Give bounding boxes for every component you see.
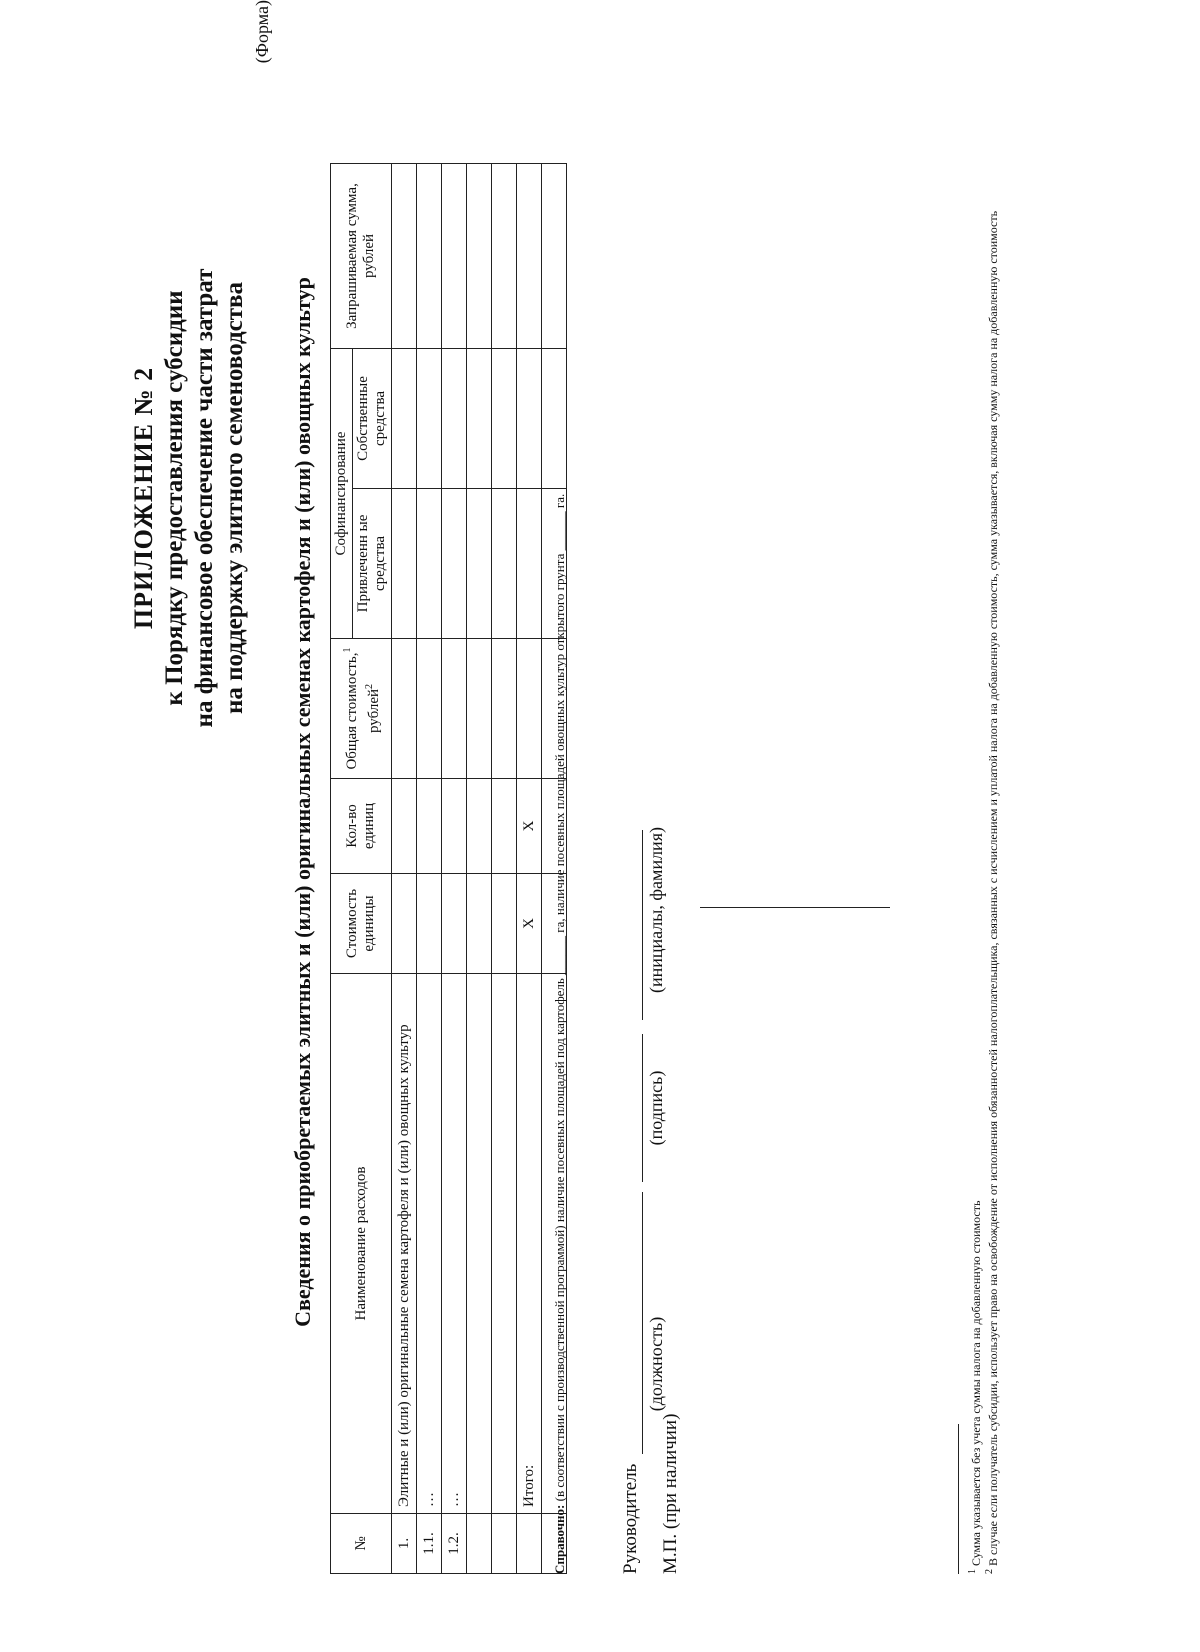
footnote-1-text: Сумма указывается без учета суммы налога на добавленную стоимость bbox=[969, 1200, 983, 1566]
col-header-unit-cost: Стоимость единицы bbox=[331, 874, 392, 974]
total-unit-cost-mark: X bbox=[517, 874, 542, 974]
col-header-cofinancing: Софинансирование bbox=[331, 349, 353, 639]
cell bbox=[517, 489, 542, 639]
cell bbox=[467, 164, 492, 349]
cell bbox=[467, 349, 492, 489]
cell bbox=[467, 974, 492, 1514]
footnote-separator bbox=[958, 1424, 959, 1574]
footnote-2-text: В случае если получатель субсидии, использует право на освобождение от исполнения обязанностей налогоплательщика, связанных с исчислением и уплатой налога на добавленную стоимость, сумма указывается, включая сумму налога на добавленную стоимость bbox=[986, 210, 1000, 1566]
cell bbox=[492, 349, 517, 489]
cell bbox=[492, 779, 517, 874]
cell bbox=[492, 489, 517, 639]
reference-note-prefix: Справочно: bbox=[552, 1504, 567, 1574]
col-header-total-cost bbox=[331, 639, 392, 779]
row-number: 1.1. bbox=[417, 1514, 442, 1574]
position-caption: (должность) bbox=[646, 1316, 666, 1412]
cell bbox=[442, 639, 467, 779]
cell bbox=[417, 489, 442, 639]
col-header-borrowed: Привлеченн ые средства bbox=[353, 489, 392, 639]
table-row bbox=[392, 164, 417, 1574]
table-total-row bbox=[517, 164, 542, 1574]
col-header-name: Наименование расходов bbox=[331, 974, 392, 1514]
cell bbox=[467, 779, 492, 874]
appendix-title: ПРИЛОЖЕНИЕ № 2 bbox=[129, 366, 158, 630]
table-row bbox=[492, 164, 517, 1574]
cell bbox=[442, 779, 467, 874]
cell bbox=[392, 164, 417, 349]
appendix-header bbox=[128, 48, 250, 948]
cell bbox=[467, 639, 492, 779]
total-cost-label: Общая стоимость, bbox=[344, 652, 360, 770]
cell bbox=[392, 779, 417, 874]
row-number: 1. bbox=[392, 1514, 417, 1574]
cell bbox=[492, 639, 517, 779]
table-header-row bbox=[331, 164, 353, 1574]
stamp-label: М.П. (при наличии) bbox=[660, 1413, 681, 1574]
footnote-2 bbox=[983, 64, 1000, 1574]
col-header-number: № bbox=[331, 1514, 392, 1574]
col-header-quantity: Кол-во единиц bbox=[331, 779, 392, 874]
cell bbox=[417, 779, 442, 874]
cell bbox=[517, 164, 542, 349]
cell bbox=[392, 874, 417, 974]
header-line-1: к Порядку предоставления субсидии bbox=[161, 290, 188, 706]
total-cost-unit: рублей bbox=[366, 688, 382, 734]
cell bbox=[392, 639, 417, 779]
cell bbox=[517, 639, 542, 779]
cell bbox=[417, 349, 442, 489]
row-name: … bbox=[417, 974, 442, 1514]
cell bbox=[467, 874, 492, 974]
cell bbox=[467, 489, 492, 639]
name-line bbox=[642, 830, 643, 1020]
position-line bbox=[642, 1192, 643, 1454]
table-title: Сведения о приобретаемых элитных и (или) оригинальных семенах картофеля и (или) овощных культур bbox=[290, 277, 315, 1327]
cell bbox=[417, 639, 442, 779]
row-name: … bbox=[442, 974, 467, 1514]
cell bbox=[417, 874, 442, 974]
cell bbox=[517, 349, 542, 489]
row-number: 1.2. bbox=[442, 1514, 467, 1574]
total-quantity-mark: X bbox=[517, 779, 542, 874]
footnote-mark-1: 1 bbox=[342, 647, 353, 653]
cell bbox=[392, 489, 417, 639]
divider-line bbox=[700, 907, 890, 908]
col-header-own: Собственные средства bbox=[353, 349, 392, 489]
cell bbox=[492, 1514, 517, 1574]
footnote-2-mark: 2 bbox=[984, 1569, 995, 1574]
table-row bbox=[442, 164, 467, 1574]
col-header-requested: Запрашиваемая сумма, рублей bbox=[331, 164, 392, 349]
cell bbox=[517, 1514, 542, 1574]
total-label: Итого: bbox=[517, 974, 542, 1514]
cell bbox=[442, 349, 467, 489]
cell bbox=[467, 1514, 492, 1574]
table-row bbox=[417, 164, 442, 1574]
table-row bbox=[467, 164, 492, 1574]
footnote-1 bbox=[966, 64, 983, 1574]
cell bbox=[542, 164, 567, 349]
footnotes bbox=[966, 64, 1000, 1574]
signature-caption: (подпись) bbox=[646, 1070, 666, 1146]
row-name: Элитные и (или) оригинальные семена картофеля и (или) овощных культур bbox=[392, 974, 417, 1514]
cell bbox=[392, 349, 417, 489]
cell bbox=[492, 874, 517, 974]
name-caption: (инициалы, фамилия) bbox=[646, 827, 666, 993]
signature-line bbox=[642, 1034, 643, 1182]
cell bbox=[442, 874, 467, 974]
form-label: (Форма) bbox=[252, 0, 272, 64]
footnote-1-mark: 1 bbox=[967, 1569, 978, 1574]
expenses-table bbox=[330, 163, 567, 1574]
header-line-2: на финансовое обеспечение части затрат bbox=[191, 268, 218, 728]
cell bbox=[492, 974, 517, 1514]
cell bbox=[442, 489, 467, 639]
cell bbox=[442, 164, 467, 349]
footnote-mark-2: 2 bbox=[364, 683, 375, 689]
cell bbox=[492, 164, 517, 349]
reference-note-text: (в соответствии с производственной программой) наличие посевных площадей под картофель ______ га, наличие посевных площадей овощных культур открытого грунта ______ га. bbox=[552, 493, 567, 1502]
cell bbox=[542, 349, 567, 489]
reference-note bbox=[552, 494, 568, 1574]
head-label: Руководитель bbox=[620, 1463, 641, 1574]
cell bbox=[417, 164, 442, 349]
header-line-3: на поддержку элитного семеноводства bbox=[221, 281, 248, 715]
